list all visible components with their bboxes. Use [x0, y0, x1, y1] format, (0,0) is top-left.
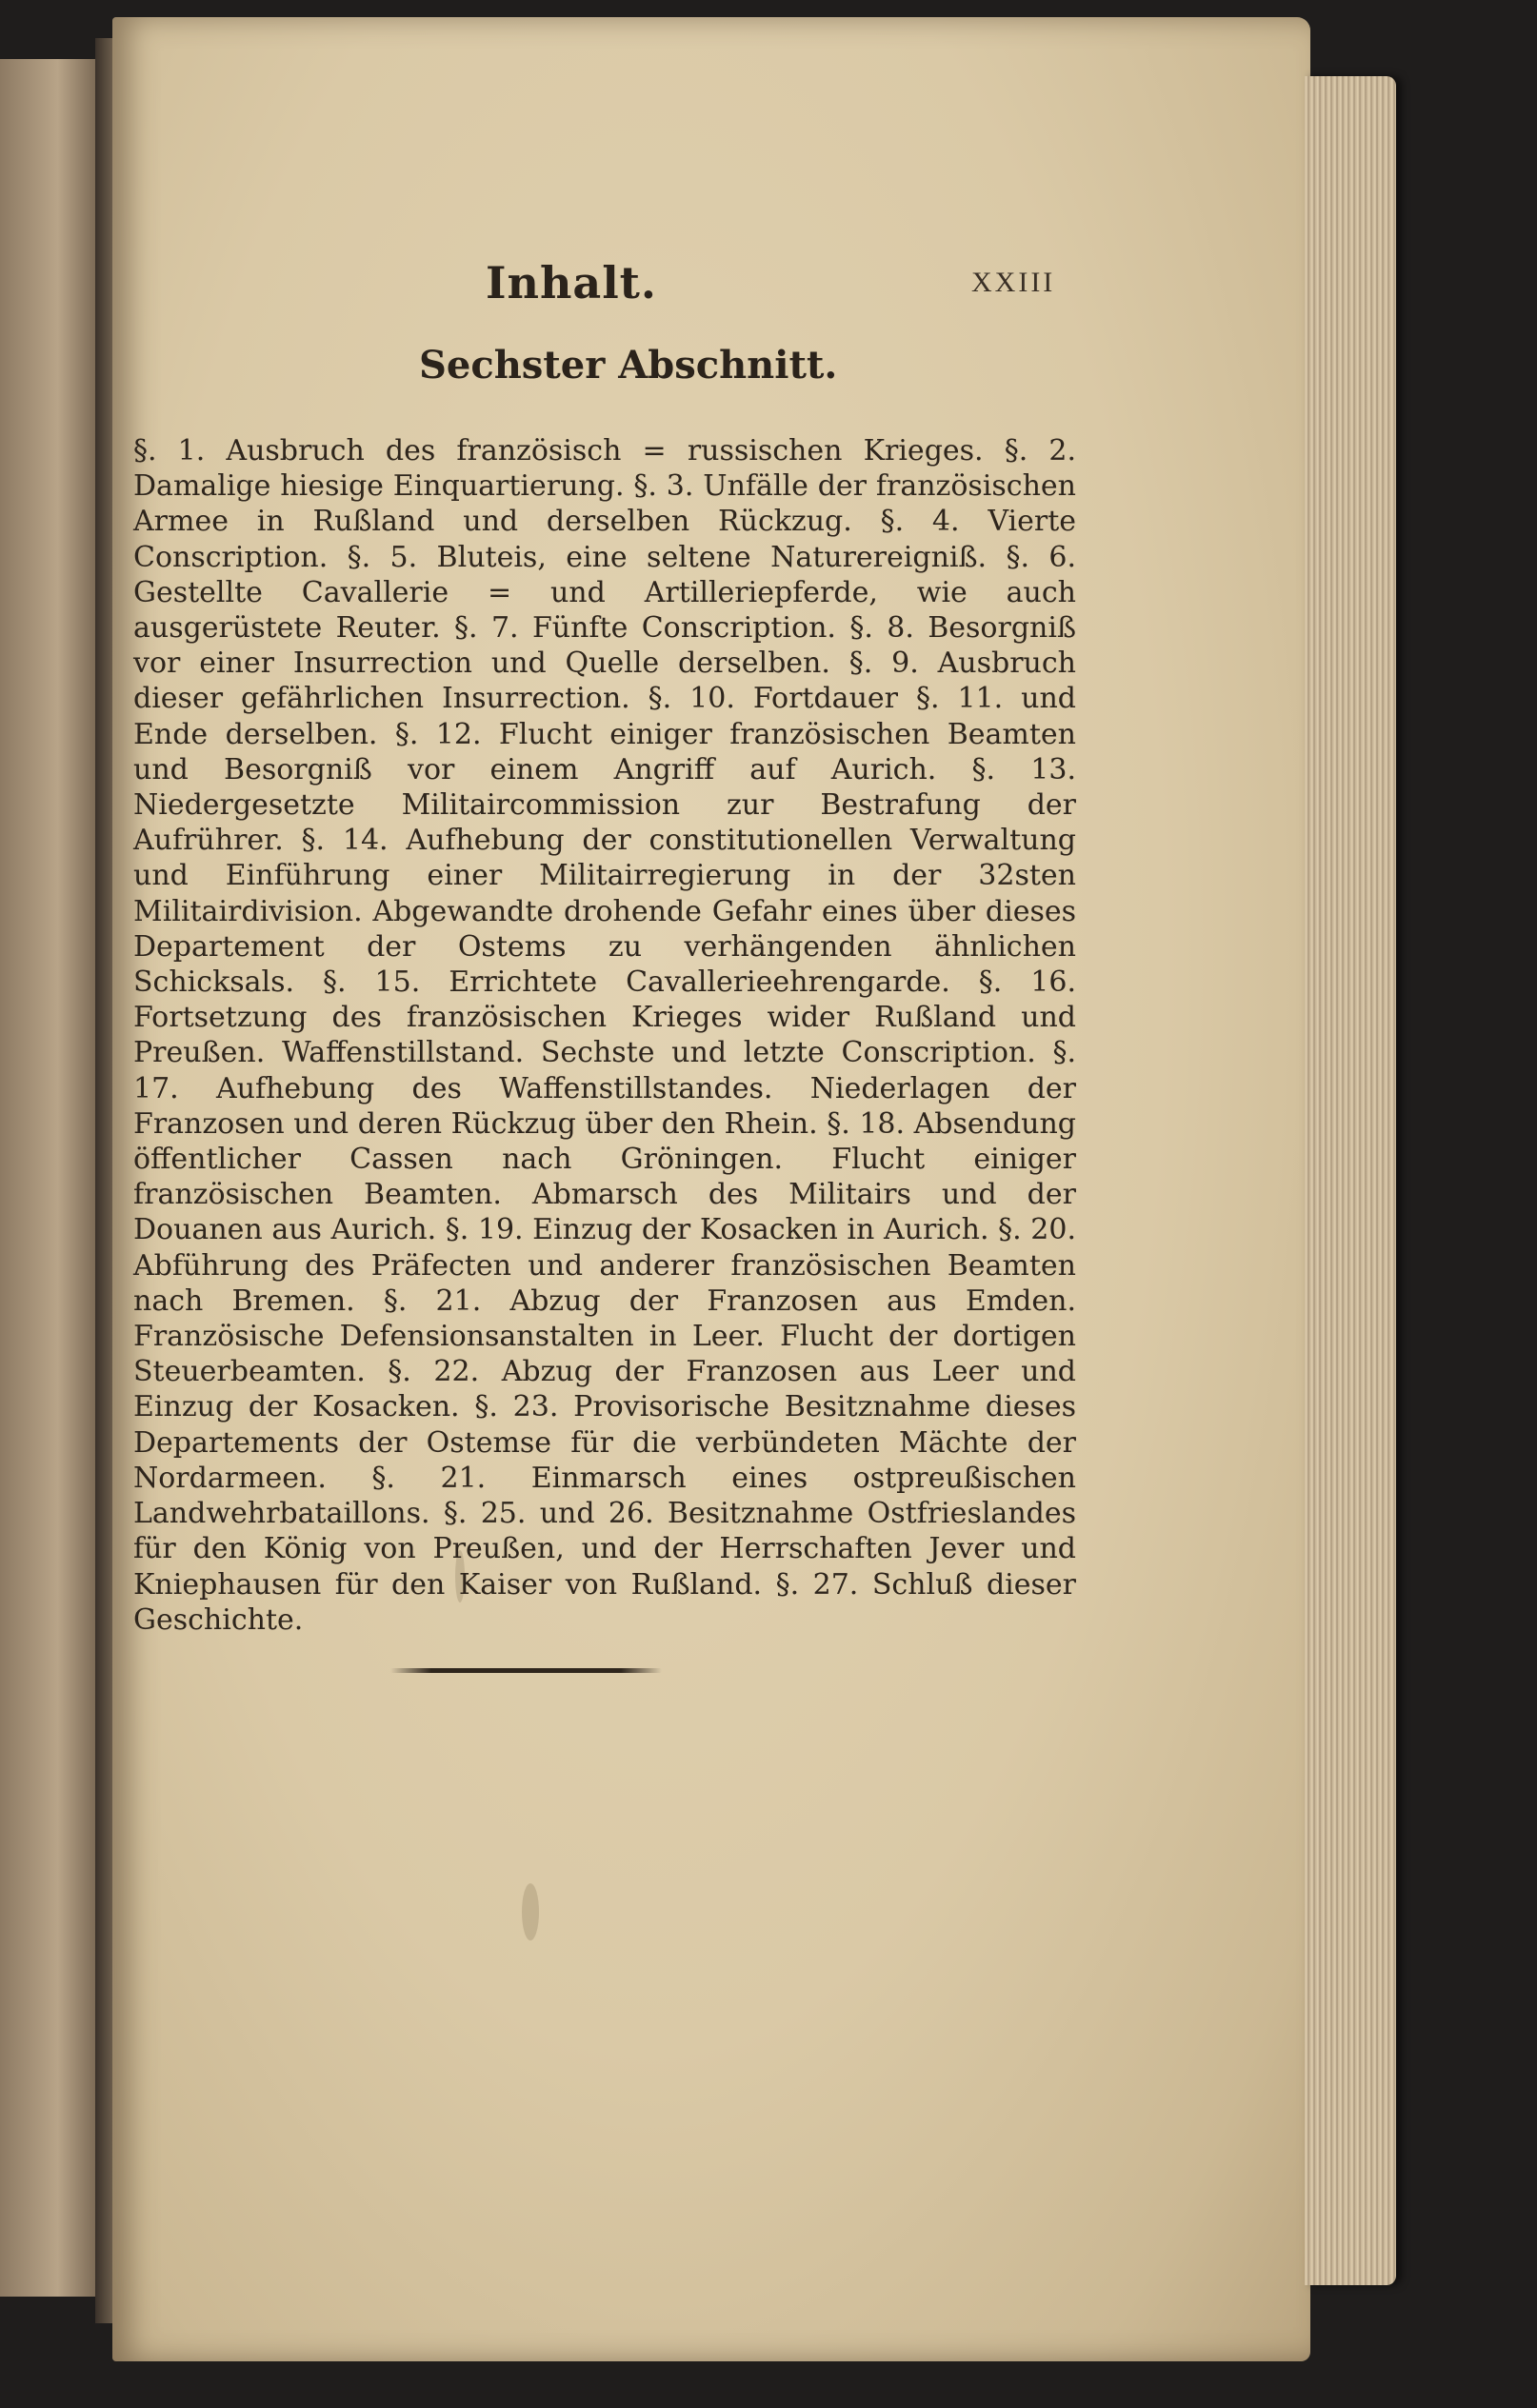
- running-head: [133, 257, 1086, 314]
- page-number: XXIII: [971, 267, 1056, 298]
- table-of-contents-text: §. 1. Ausbruch des französisch = russischen Krieges. §. 2. Damalige hiesige Einquartierung. §. 3. Unfälle der französischen Armee in Rußland und derselben Rückzug. §. 4. Vierte Conscription. §. 5. Bluteis, eine seltene Naturereigniß. §. 6. Gestellte Cavallerie = und Artilleriepferde, wie auch ausgerüstete Reuter. §. 7. Fünfte Conscription. §. 8. Besorgniß vor einer Insurrection und Quelle derselben. §. 9. Ausbruch dieser gefährlichen Insurrection. §. 10. Fortdauer §. 11. und Ende derselben. §. 12. Flucht einiger französischen Beamten und Besorgniß vor einem Angriff auf Aurich. §. 13. Niedergesetzte Militaircommission zur Bestrafung der Aufrührer. §. 14. Aufhebung der constitutionellen Verwaltung und Einführung einer Militairregierung in der 32sten Militairdivision. Abgewandte drohende Gefahr eines über dieses Departement der Ostems zu verhängenden ähnlichen Schicksals. §. 15. Errichtete Cavallerieehrengarde. §. 16. Fortsetzung des französischen Krieges wider Rußland und Preußen. Waffenstillstand. Sechste und letzte Conscription. §. 17. Aufhebung des Waffenstillstandes. Niederlagen der Franzosen und deren Rückzug über den Rhein. §. 18. Absendung öffentlicher Cassen nach Gröningen. Flucht einiger französischen Beamten. Abmarsch des Militairs und der Douanen aus Aurich. §. 19. Einzug der Kosacken in Aurich. §. 20. Abführung des Präfecten und anderer französischen Beamten nach Bremen. §. 21. Abzug der Franzosen aus Emden. Französische Defensionsanstalten in Leer. Flucht der dortigen Steuerbeamten. §. 22. Abzug der Franzosen aus Leer und Einzug der Kosacken. §. 23. Provisorische Besitznahme dieses Departements der Ostemse für die verbündeten Mächte der Nordarmeen. §. 21. Einmarsch eines ostpreußischen Landwehrbataillons. §. 25. und 26. Besitznahme Ostfrieslandes für den König von Preußen, und der Herrschaften Jever und Kniephausen für den Kaiser von Rußland. §. 27. Schluß dieser Geschichte.: [133, 434, 1076, 1637]
- facing-page-edge: [0, 59, 105, 2297]
- section-title: Sechster Abschnitt.: [419, 343, 838, 388]
- running-head-title: Inhalt.: [486, 257, 657, 308]
- ink-stain: [522, 1883, 539, 1940]
- closing-rule: [390, 1668, 662, 1673]
- page-edges: [1305, 76, 1396, 2285]
